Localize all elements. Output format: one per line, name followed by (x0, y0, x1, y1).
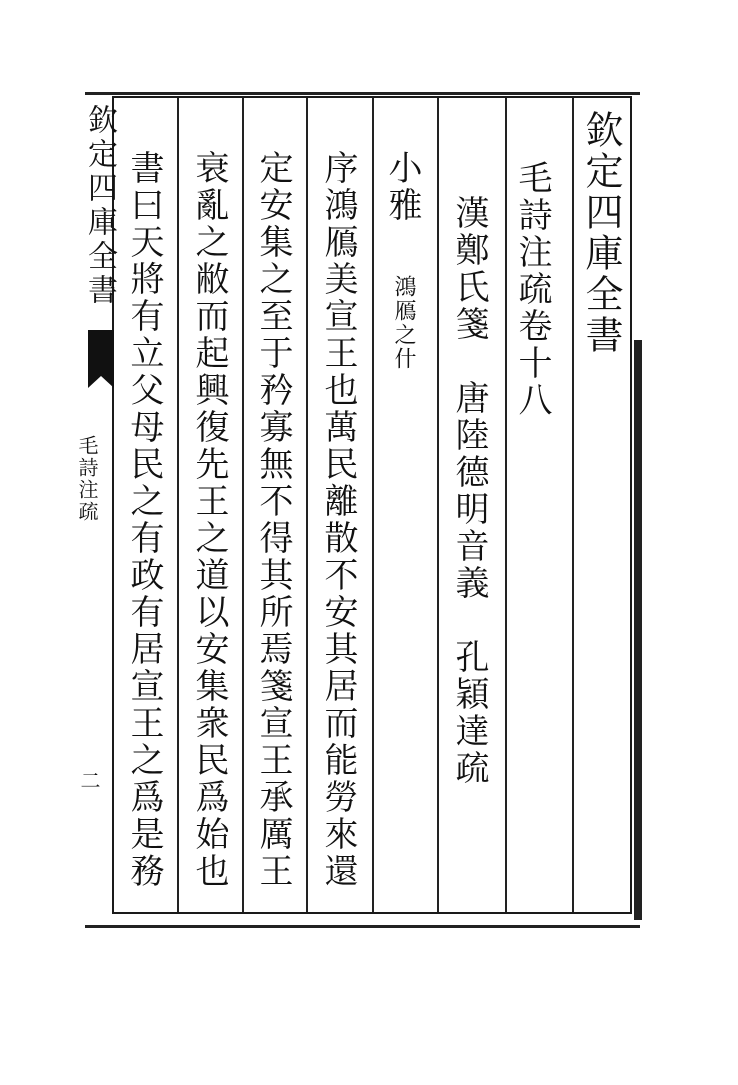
text-column-volume-title: 毛詩注疏卷十八 (512, 160, 552, 419)
edge-black-block (88, 330, 114, 370)
text-column-body: 定安集之至于矜寡無不得其所焉箋宣王承厲王 (253, 150, 293, 890)
edge-title: 欽定四庫全書 (82, 104, 117, 308)
text-column-body: 衰亂之敝而起興復先王之道以安集衆民爲始也 (189, 150, 229, 890)
text-column-subsection: 鴻鴈之什 (391, 275, 416, 371)
fish-tail-icon (88, 368, 114, 388)
column-divider (306, 98, 308, 912)
text-column-authors: 漢鄭氏箋 唐陸德明音義 孔穎達疏 (449, 195, 489, 787)
column-divider (437, 98, 439, 912)
column-divider (505, 98, 507, 912)
margin-book-title: 毛詩注疏 (75, 435, 99, 523)
column-divider (372, 98, 374, 912)
text-column-section: 小雅 (382, 150, 422, 224)
column-divider (242, 98, 244, 912)
text-column-book-header: 欽定四庫全書 (579, 110, 623, 356)
column-divider (177, 98, 179, 912)
column-divider (572, 98, 574, 912)
text-column-body: 書曰天將有立父母民之有政有居宣王之爲是務 (124, 150, 164, 890)
margin-page-number: 二 (77, 770, 101, 790)
right-border-bar (634, 340, 642, 920)
text-column-body: 序鴻鴈美宣王也萬民離散不安其居而能勞來還 (318, 150, 358, 890)
